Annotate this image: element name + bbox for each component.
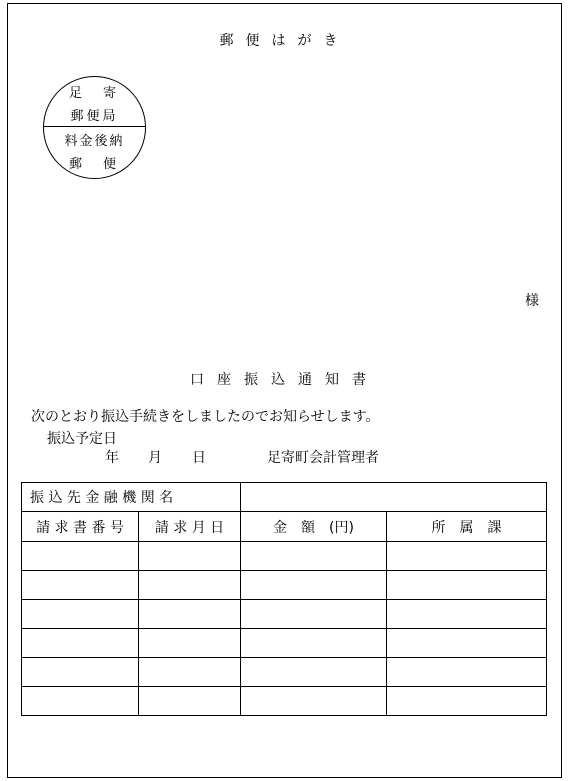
date-month-label: 月 xyxy=(148,450,162,466)
stamp-line-1: 足 寄 xyxy=(68,86,120,101)
table-cell xyxy=(241,658,387,687)
table-row xyxy=(22,629,547,658)
table-row xyxy=(22,542,547,571)
table-row xyxy=(22,658,547,687)
table-cell xyxy=(139,658,241,687)
stamp-line-2: 郵便局 xyxy=(70,109,119,124)
bank-name-value xyxy=(241,483,547,512)
date-year-label: 年 xyxy=(105,450,119,466)
schedule-label: 振込予定日 xyxy=(47,431,117,447)
table-row xyxy=(22,687,547,716)
table-cell xyxy=(387,687,547,716)
postage-stamp-mark xyxy=(43,76,146,179)
stamp-line-4: 郵 便 xyxy=(68,157,120,172)
table-row xyxy=(22,571,547,600)
table-cell xyxy=(139,542,241,571)
table-cell xyxy=(22,600,139,629)
stamp-line-3: 料金後納 xyxy=(64,134,125,149)
notice-message: 次のとおり振込手続きをしましたのでお知らせします。 xyxy=(31,409,380,425)
table-cell xyxy=(387,629,547,658)
table-cell xyxy=(22,629,139,658)
header-amount: 金 額 (円) xyxy=(241,512,387,542)
table-cell xyxy=(22,687,139,716)
header-invoice-number: 請 求 書 番 号 xyxy=(22,512,139,542)
table-header-row xyxy=(22,512,547,542)
table-cell xyxy=(139,600,241,629)
table-cell xyxy=(387,542,547,571)
table-cell xyxy=(241,542,387,571)
table-cell xyxy=(387,658,547,687)
addressee-suffix: 様 xyxy=(525,293,539,309)
table-cell xyxy=(139,687,241,716)
transfer-table xyxy=(21,482,547,716)
table-cell xyxy=(139,571,241,600)
header-department: 所 属 課 xyxy=(387,512,547,542)
table-cell xyxy=(22,542,139,571)
table-cell xyxy=(22,571,139,600)
table-cell xyxy=(139,629,241,658)
table-cell xyxy=(241,571,387,600)
bank-name-label: 振 込 先 金 融 機 関 名 xyxy=(22,483,241,512)
table-row xyxy=(22,600,547,629)
date-day-label: 日 xyxy=(192,450,206,466)
table-cell xyxy=(387,571,547,600)
notice-title: 口座振込通知書 xyxy=(190,372,379,388)
header-invoice-date: 請 求 月 日 xyxy=(139,512,241,542)
postcard-title: 郵便はがき xyxy=(219,33,350,49)
stamp-divider xyxy=(44,126,145,127)
issuer-name: 足寄町会計管理者 xyxy=(267,450,379,466)
table-cell xyxy=(22,658,139,687)
table-body xyxy=(22,542,547,716)
table-cell xyxy=(241,629,387,658)
table-cell xyxy=(387,600,547,629)
table-cell xyxy=(241,600,387,629)
table-cell xyxy=(241,687,387,716)
